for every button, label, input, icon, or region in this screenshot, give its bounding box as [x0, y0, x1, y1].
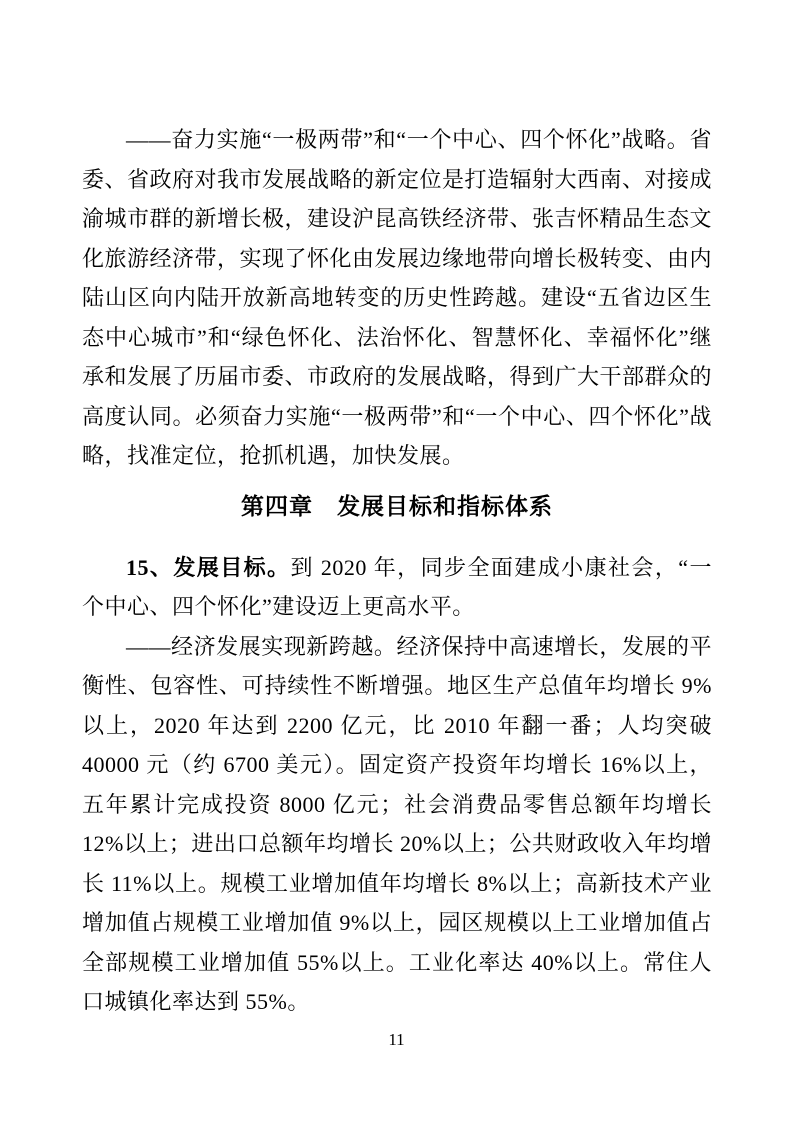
paragraph-economy-targets: ——经济发展实现新跨越。经济保持中高速增长，发展的平衡性、包容性、可持续性不断增强。地区生产总值年均增长 9%以上，2020 年达到 2200 亿元，比 2010 年翻一番；人均突破 40000 元（约 6700 美元）。固定资产投资年均增长 16%以上，五年累计完成投资 8000 亿元；社会消费品零售总额年均增长 12%以上；进出口总额年均增长 20%以上；公共财政收入年均增长 11%以上。规模工业增加值年均增长 8%以上；高新技术产业增加值占规模工业增加值 9%以上，园区规模以上工业增加值占全部规模工业增加值 55%以上。工业化率达 40%以上。常住人口城镇化率达到 55%。	[82, 633, 712, 1014]
paragraph-development-goal-lead: 15、发展目标。	[126, 554, 291, 580]
paragraph-strategy: ——奋力实施“一极两带”和“一个中心、四个怀化”战略。省委、省政府对我市发展战略的新定位是打造辐射大西南、对接成渝城市群的新增长极，建设沪昆高铁经济带、张吉怀精品生态文化旅游经济带，实现了怀化由发展边缘地带向增长极转变、由内陆山区向内陆开放新高地转变的历史性跨越。建设“五省边区生态中心城市”和“绿色怀化、法治怀化、智慧怀化、幸福怀化”继承和发展了历届市委、市政府的发展战略，得到广大干部群众的高度认同。必须奋力实施“一极两带”和“一个中心、四个怀化”战略，找准定位，抢抓机遇，加快发展。	[82, 127, 713, 468]
page-content	[82, 120, 712, 1022]
chapter-heading: 第四章 发展目标和指标体系	[241, 492, 553, 519]
paragraph-development-goal	[82, 548, 712, 627]
page-number: 11	[388, 1030, 405, 1049]
paragraph-development-goal-body: 到 2020 年，同步全面建成小康社会，“一个中心、四个怀化”建设迈上更高水平。	[82, 554, 712, 619]
